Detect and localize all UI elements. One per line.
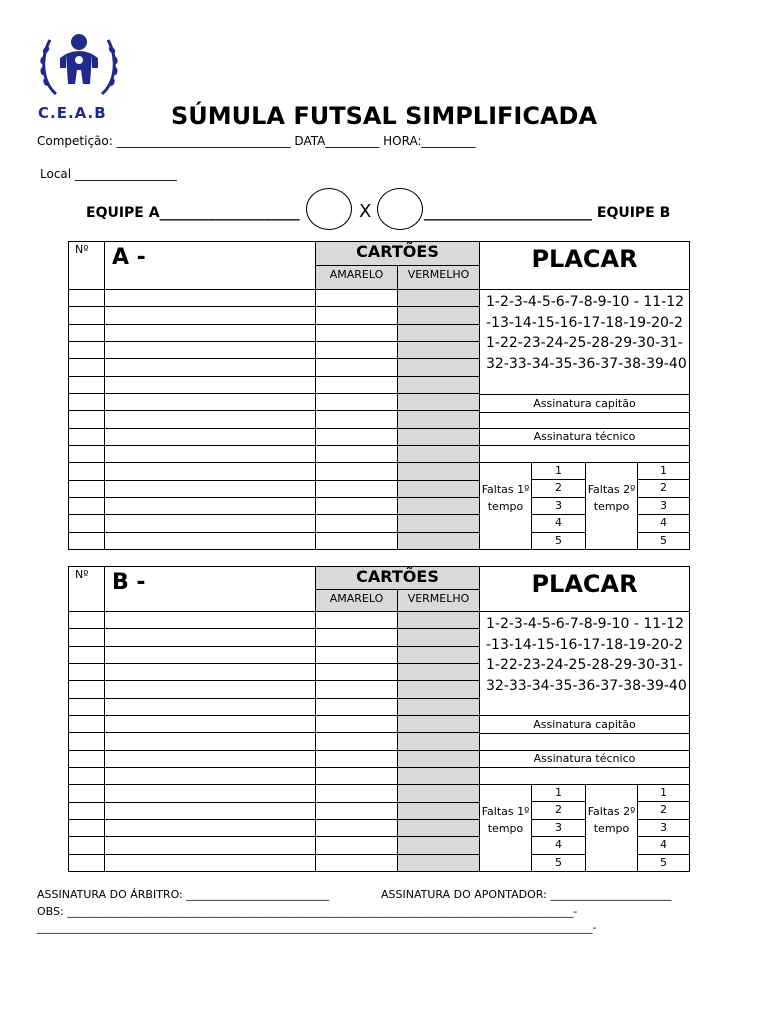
player-name-cell[interactable] <box>105 446 316 463</box>
score-circle-b[interactable] <box>377 188 423 230</box>
team-a-sheet <box>68 241 690 550</box>
player-name-cell[interactable] <box>105 342 316 359</box>
vermelho-cell[interactable] <box>398 751 480 768</box>
foul-1st-half-3[interactable]: 3 <box>532 820 586 837</box>
player-number-cell[interactable] <box>69 751 105 768</box>
vermelho-cell[interactable] <box>398 699 480 716</box>
player-name-cell[interactable] <box>105 290 316 307</box>
player-number-cell[interactable] <box>69 612 105 629</box>
vermelho-cell[interactable] <box>398 716 480 733</box>
equipe-a-line[interactable]: EQUIPE A____________________ <box>86 205 300 221</box>
versus-mark: X <box>359 201 372 222</box>
vermelho-cell[interactable] <box>398 803 480 820</box>
vermelho-cell[interactable] <box>398 629 480 646</box>
amarelo-cell[interactable] <box>316 699 398 716</box>
vermelho-cell[interactable] <box>398 463 480 480</box>
foul-2nd-half-1[interactable]: 1 <box>638 463 690 480</box>
vermelho-cell[interactable] <box>398 359 480 376</box>
amarelo-cell[interactable] <box>316 429 398 446</box>
page-title: SÚMULA FUTSAL SIMPLIFICADA <box>170 102 598 130</box>
player-name-cell[interactable] <box>105 751 316 768</box>
foul-1st-half-2[interactable]: 2 <box>532 480 586 497</box>
arbitro-signature-line[interactable]: ASSINATURA DO ÁRBITRO: __________________________ <box>37 888 330 901</box>
team-a-name-cell[interactable]: A - <box>105 242 316 290</box>
amarelo-cell[interactable] <box>316 411 398 428</box>
amarelo-cell[interactable] <box>316 647 398 664</box>
foul-2nd-half-2[interactable]: 2 <box>638 480 690 497</box>
foul-2nd-half-3[interactable]: 3 <box>638 820 690 837</box>
amarelo-cell[interactable] <box>316 785 398 802</box>
player-number-cell[interactable] <box>69 768 105 785</box>
player-name-cell[interactable] <box>105 803 316 820</box>
local-line[interactable]: Local _________________ <box>40 167 177 181</box>
amarelo-cell[interactable] <box>316 359 398 376</box>
score-circle-a[interactable] <box>306 188 352 230</box>
coach-signature-field[interactable] <box>480 768 690 785</box>
faltas-1-label: Faltas 1º tempo <box>480 463 532 550</box>
player-name-cell[interactable] <box>105 699 316 716</box>
amarelo-cell[interactable] <box>316 498 398 515</box>
player-number-cell[interactable] <box>69 411 105 428</box>
competicao-line[interactable]: Competição: _____________________________ DATA_________ HORA:_________ <box>37 134 476 148</box>
amarelo-cell[interactable] <box>316 533 398 550</box>
equipe-b-line[interactable]: ________________________ EQUIPE B <box>424 205 671 221</box>
vermelho-cell[interactable] <box>398 681 480 698</box>
amarelo-cell[interactable] <box>316 515 398 532</box>
vermelho-cell[interactable] <box>398 498 480 515</box>
player-name-cell[interactable] <box>105 647 316 664</box>
foul-1st-half-4[interactable]: 4 <box>532 515 586 532</box>
foul-2nd-half-2[interactable]: 2 <box>638 802 690 819</box>
number-header: Nº <box>69 242 105 290</box>
player-name-cell[interactable] <box>105 855 316 872</box>
vermelho-cell[interactable] <box>398 307 480 324</box>
player-name-cell[interactable] <box>105 733 316 750</box>
amarelo-cell[interactable] <box>316 290 398 307</box>
vermelho-cell[interactable] <box>398 768 480 785</box>
player-number-cell[interactable] <box>69 342 105 359</box>
amarelo-cell[interactable] <box>316 307 398 324</box>
player-number-cell[interactable] <box>69 533 105 550</box>
foul-1st-half-5[interactable]: 5 <box>532 855 586 872</box>
cartoes-header: CARTÕES <box>316 242 480 266</box>
vermelho-cell[interactable] <box>398 855 480 872</box>
vermelho-cell[interactable] <box>398 446 480 463</box>
player-name-cell[interactable] <box>105 359 316 376</box>
amarelo-cell[interactable] <box>316 803 398 820</box>
foul-1st-half-1[interactable]: 1 <box>532 463 586 480</box>
player-number-cell[interactable] <box>69 803 105 820</box>
vermelho-cell[interactable] <box>398 837 480 854</box>
player-name-cell[interactable] <box>105 325 316 342</box>
player-number-cell[interactable] <box>69 463 105 480</box>
vermelho-cell[interactable] <box>398 411 480 428</box>
amarelo-cell[interactable] <box>316 612 398 629</box>
foul-2nd-half-1[interactable]: 1 <box>638 785 690 802</box>
vermelho-cell[interactable] <box>398 664 480 681</box>
placar-header: PLACAR <box>480 567 690 612</box>
obs-line[interactable]: OBS: ____________________________________________________________________________________________- <box>37 905 578 918</box>
player-number-cell[interactable] <box>69 629 105 646</box>
amarelo-cell[interactable] <box>316 481 398 498</box>
captain-signature-field[interactable] <box>480 734 690 751</box>
player-name-cell[interactable] <box>105 664 316 681</box>
score-sequence[interactable]: 1-2-3-4-5-6-7-8-9-10 - 11-12-13-14-15-16-17-18-19-20-21-22-23-24-25-28-29-30-31-32-33-34-35-36-37-38-39-40 <box>480 612 690 716</box>
apontador-signature-line[interactable]: ASSINATURA DO APONTADOR: ______________________ <box>381 888 672 901</box>
vermelho-cell[interactable] <box>398 290 480 307</box>
faltas-2-label: Faltas 2º tempo <box>586 785 638 872</box>
number-header: Nº <box>69 567 105 612</box>
vermelho-header: VERMELHO <box>398 266 480 290</box>
foul-2nd-half-3[interactable]: 3 <box>638 498 690 515</box>
amarelo-cell[interactable] <box>316 855 398 872</box>
player-number-cell[interactable] <box>69 481 105 498</box>
vermelho-cell[interactable] <box>398 820 480 837</box>
captain-signature-label: Assinatura capitão <box>480 716 690 734</box>
faltas-2-label: Faltas 2º tempo <box>586 463 638 550</box>
player-number-cell[interactable] <box>69 820 105 837</box>
player-number-cell[interactable] <box>69 837 105 854</box>
player-number-cell[interactable] <box>69 429 105 446</box>
coach-signature-field[interactable] <box>480 446 690 463</box>
player-number-cell[interactable] <box>69 664 105 681</box>
player-number-cell[interactable] <box>69 290 105 307</box>
amarelo-cell[interactable] <box>316 377 398 394</box>
foul-1st-half-4[interactable]: 4 <box>532 837 586 854</box>
player-name-cell[interactable] <box>105 463 316 480</box>
vermelho-header: VERMELHO <box>398 590 480 612</box>
amarelo-cell[interactable] <box>316 325 398 342</box>
amarelo-cell[interactable] <box>316 394 398 411</box>
cartoes-header: CARTÕES <box>316 567 480 590</box>
vermelho-cell[interactable] <box>398 394 480 411</box>
foul-1st-half-5[interactable]: 5 <box>532 533 586 550</box>
vermelho-cell[interactable] <box>398 733 480 750</box>
player-name-cell[interactable] <box>105 394 316 411</box>
vermelho-cell[interactable] <box>398 481 480 498</box>
amarelo-cell[interactable] <box>316 751 398 768</box>
player-number-cell[interactable] <box>69 855 105 872</box>
amarelo-cell[interactable] <box>316 768 398 785</box>
amarelo-cell[interactable] <box>316 733 398 750</box>
org-name: C.E.A.B <box>38 104 107 122</box>
ceab-logo-icon <box>36 28 122 104</box>
player-number-cell[interactable] <box>69 307 105 324</box>
player-number-cell[interactable] <box>69 377 105 394</box>
amarelo-cell[interactable] <box>316 446 398 463</box>
player-name-cell[interactable] <box>105 681 316 698</box>
player-name-cell[interactable] <box>105 429 316 446</box>
amarelo-cell[interactable] <box>316 820 398 837</box>
player-number-cell[interactable] <box>69 394 105 411</box>
coach-signature-label: Assinatura técnico <box>480 429 690 446</box>
player-name-cell[interactable] <box>105 515 316 532</box>
player-number-cell[interactable] <box>69 716 105 733</box>
foul-1st-half-2[interactable]: 2 <box>532 802 586 819</box>
player-name-cell[interactable] <box>105 411 316 428</box>
amarelo-cell[interactable] <box>316 664 398 681</box>
amarelo-cell[interactable] <box>316 342 398 359</box>
player-number-cell[interactable] <box>69 498 105 515</box>
team-b-sheet <box>68 566 690 872</box>
captain-signature-field[interactable] <box>480 413 690 429</box>
player-name-cell[interactable] <box>105 481 316 498</box>
placar-header: PLACAR <box>480 242 690 290</box>
coach-signature-label: Assinatura técnico <box>480 751 690 768</box>
foul-1st-half-1[interactable]: 1 <box>532 785 586 802</box>
player-name-cell[interactable] <box>105 533 316 550</box>
player-name-cell[interactable] <box>105 612 316 629</box>
amarelo-cell[interactable] <box>316 681 398 698</box>
foul-2nd-half-4[interactable]: 4 <box>638 515 690 532</box>
player-number-cell[interactable] <box>69 446 105 463</box>
amarelo-header: AMARELO <box>316 266 398 290</box>
vermelho-cell[interactable] <box>398 612 480 629</box>
amarelo-cell[interactable] <box>316 837 398 854</box>
vermelho-cell[interactable] <box>398 377 480 394</box>
amarelo-header: AMARELO <box>316 590 398 612</box>
player-number-cell[interactable] <box>69 699 105 716</box>
foul-2nd-half-5[interactable]: 5 <box>638 533 690 550</box>
vermelho-cell[interactable] <box>398 647 480 664</box>
player-number-cell[interactable] <box>69 681 105 698</box>
player-number-cell[interactable] <box>69 359 105 376</box>
faltas-1-label: Faltas 1º tempo <box>480 785 532 872</box>
player-number-cell[interactable] <box>69 785 105 802</box>
vermelho-cell[interactable] <box>398 533 480 550</box>
captain-signature-label: Assinatura capitão <box>480 395 690 413</box>
player-name-cell[interactable] <box>105 629 316 646</box>
foul-1st-half-3[interactable]: 3 <box>532 498 586 515</box>
player-name-cell[interactable] <box>105 785 316 802</box>
player-name-cell[interactable] <box>105 837 316 854</box>
foul-2nd-half-5[interactable]: 5 <box>638 855 690 872</box>
player-number-cell[interactable] <box>69 647 105 664</box>
vermelho-cell[interactable] <box>398 325 480 342</box>
player-name-cell[interactable] <box>105 768 316 785</box>
vermelho-cell[interactable] <box>398 429 480 446</box>
player-name-cell[interactable] <box>105 377 316 394</box>
player-name-cell[interactable] <box>105 716 316 733</box>
player-number-cell[interactable] <box>69 325 105 342</box>
score-sequence[interactable]: 1-2-3-4-5-6-7-8-9-10 - 11-12-13-14-15-16-17-18-19-20-21-22-23-24-25-28-29-30-31-32-33-34-35-36-37-38-39-40 <box>480 290 690 395</box>
vermelho-cell[interactable] <box>398 342 480 359</box>
vermelho-cell[interactable] <box>398 785 480 802</box>
vermelho-cell[interactable] <box>398 515 480 532</box>
team-b-name-cell[interactable]: B - <box>105 567 316 612</box>
amarelo-cell[interactable] <box>316 629 398 646</box>
player-number-cell[interactable] <box>69 733 105 750</box>
amarelo-cell[interactable] <box>316 716 398 733</box>
player-number-cell[interactable] <box>69 515 105 532</box>
player-name-cell[interactable] <box>105 307 316 324</box>
obs-extra-line[interactable]: _____________________________________________________________________________________________________- <box>37 921 597 934</box>
amarelo-cell[interactable] <box>316 463 398 480</box>
player-name-cell[interactable] <box>105 498 316 515</box>
foul-2nd-half-4[interactable]: 4 <box>638 837 690 854</box>
player-name-cell[interactable] <box>105 820 316 837</box>
